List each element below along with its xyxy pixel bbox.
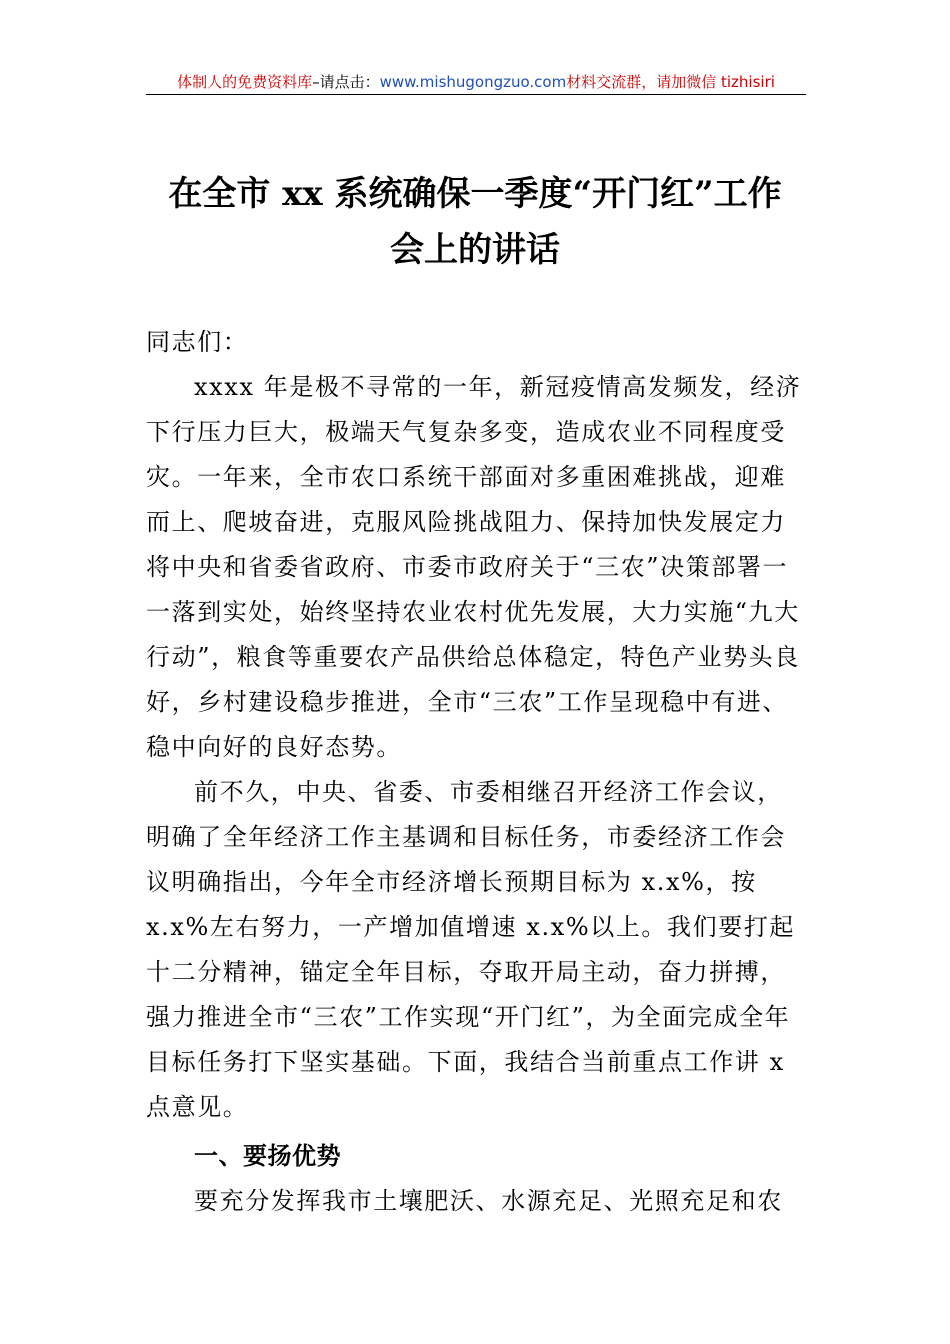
title-line-1: 在全市 xx 系统确保一季度“开门红”工作 xyxy=(168,174,782,214)
paragraph: 要充分发挥我市土壤肥沃、水源充足、光照充足和农 xyxy=(194,1187,783,1215)
title-line-2: 会上的讲话 xyxy=(390,230,560,270)
document-body xyxy=(146,320,808,1224)
page-header xyxy=(146,70,806,96)
header-divider xyxy=(146,94,806,95)
paragraph: 前不久，中央、省委、市委相继召开经济工作会议，明确了全年经济工作主基调和目标任务，市委经济工作会议明确指出，今年全市经济增长预期目标为 x.x%，按 x.x%左右努力，一产增加值增速 x.x%以上。我们要打起十二分精神，锚定全年目标，夺取开局主动，奋力拼搏，强力推进全市“三农”工作实现“开门红”，为全面完成全年目标任务打下坚实基础。下面，我结合当前重点工作讲 x 点意见。 xyxy=(146,778,796,1121)
header-note: 材料交流群，请加微信 tizhisiri xyxy=(566,73,775,91)
paragraph: xxxx 年是极不寻常的一年，新冠疫情高发频发，经济下行压力巨大，极端天气复杂多变，造成农业不同程度受灾。一年来，全市农口系统干部面对多重困难挑战，迎难而上、爬坡奋进，克服风险挑战阻力、保持加快发展定力将中央和省委省政府、市委市政府关于“三农”决策部署一一落到实处，始终坚持农业农村优先发展，大力实施“九大行动”，粮食等重要农产品供给总体稳定，特色产业势头良好，乡村建设稳步推进，全市“三农”工作呈现稳中有进、稳中向好的良好态势。 xyxy=(146,373,802,761)
section-heading: 一、要扬优势 xyxy=(194,1142,341,1170)
header-url-link[interactable]: www.mishugongzuo.com xyxy=(379,73,567,91)
document-title xyxy=(120,166,830,278)
greeting: 同志们： xyxy=(146,328,249,356)
header-site-name: 体制人的免费资料库 xyxy=(177,73,313,91)
header-prompt: –请点击： xyxy=(312,73,380,91)
